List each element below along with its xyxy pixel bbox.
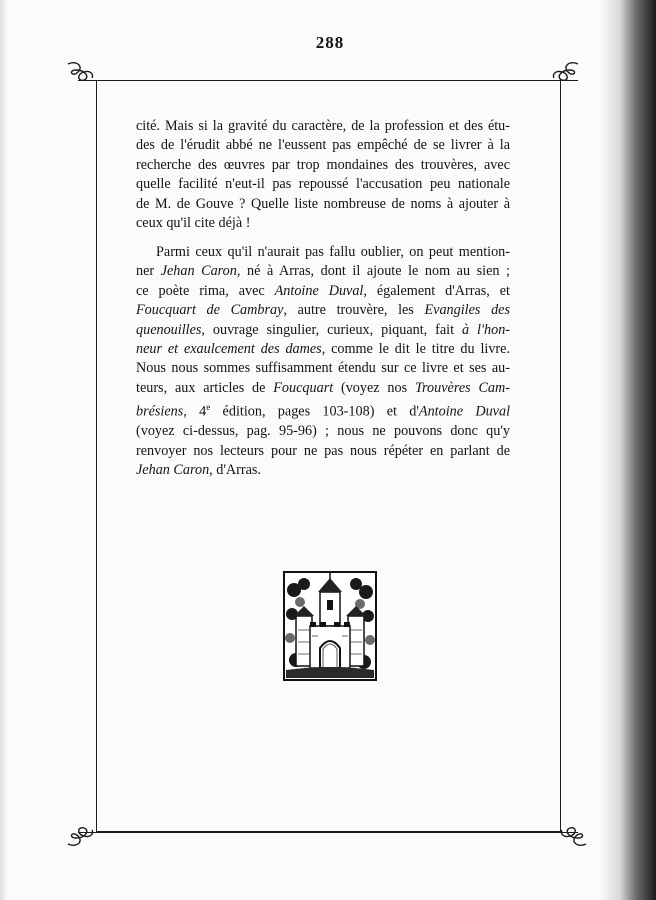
text-line: recherche des œuvres par trop mondaines des trouvères, avec <box>136 156 510 173</box>
text-run: , d'Arras. <box>209 462 261 479</box>
text-line <box>136 398 510 422</box>
italic-title: quenouilles <box>136 321 202 338</box>
text-line: Parmi ceux qu'il n'aurait pas fallu oublier, on peut mention- <box>156 244 510 260</box>
italic-name: Foucquart <box>273 379 334 396</box>
frame-rule-bottom <box>78 832 578 833</box>
flourish-ornament-icon <box>558 824 590 848</box>
italic-title: à l'hon- <box>462 321 511 338</box>
text-run: , né à Arras, dont il ajoute le nom au sien ; <box>236 263 510 280</box>
frame-rule-top <box>78 80 578 81</box>
flourish-ornament-icon <box>550 60 582 84</box>
text-line: de M. de Gouve ? Quelle liste nombreuse de noms à ajouter à <box>136 195 510 212</box>
text-line <box>136 379 510 398</box>
text-line: ceux qu'il cite déjà ! <box>136 215 251 232</box>
text-run: , 4 <box>183 403 207 420</box>
italic-name: Jehan Caron <box>136 462 210 479</box>
text-run: édition, pages 103-108) et d' <box>210 403 419 420</box>
flourish-ornament-icon <box>64 824 96 848</box>
paragraph-1 <box>136 117 510 233</box>
text-line <box>136 262 510 281</box>
text-run: ce poète rima, avec <box>136 282 275 299</box>
text-line <box>136 282 510 301</box>
text-line: cité. Mais si la gravité du caractère, de la profession et des étu- <box>136 118 510 134</box>
italic-name: Antoine Duval <box>274 282 364 299</box>
text-run: ner <box>136 263 161 280</box>
text-run: , également d'Arras, et <box>363 282 510 299</box>
text-run: , ouvrage singulier, curieux, piquant, fait <box>201 321 462 338</box>
text-line: (voyez ci-dessus, pag. 95-96) ; nous ne pouvons donc qu'y <box>136 423 510 440</box>
text-run: teurs, aux articles de <box>136 379 274 396</box>
paragraph-2 <box>136 243 510 481</box>
text-line <box>136 340 510 359</box>
text-line <box>136 461 510 480</box>
superscript: e <box>206 402 211 413</box>
text-run: , autre trouvère, les <box>283 302 425 319</box>
italic-title: neur et exaulcement des dames <box>136 341 322 358</box>
italic-name: Foucquart de Cambray <box>136 302 284 319</box>
text-line: renvoyer nos lecteurs pour ne pas nous répéter en parlant de <box>136 442 510 459</box>
flourish-ornament-icon <box>64 60 96 84</box>
text-line: des de l'érudit abbé ne l'eussent pas empêché de se livrer à la <box>136 137 510 154</box>
italic-title: Trouvères Cam- <box>414 379 510 396</box>
page-gutter-shadow <box>600 0 656 900</box>
page-left-edge <box>0 0 8 900</box>
italic-name: Antoine Duval <box>418 403 511 420</box>
text-run: , comme le dit le titre du livre. <box>321 341 510 358</box>
page-number: 288 <box>315 33 345 52</box>
italic-title: Evangiles des <box>424 302 510 319</box>
text-line: quelle facilité n'eut-il pas repoussé l'accusation peu nationale <box>136 176 510 193</box>
text-run: (voyez nos <box>333 379 415 396</box>
castle-gate-vignette <box>282 570 378 682</box>
italic-name: Jehan Caron <box>160 263 237 280</box>
text-line: Nous nous sommes suffisamment étendu sur ce livre et ses au- <box>136 360 510 377</box>
text-line <box>136 321 510 340</box>
italic-title: brésiens <box>136 403 184 420</box>
text-line <box>136 301 510 320</box>
